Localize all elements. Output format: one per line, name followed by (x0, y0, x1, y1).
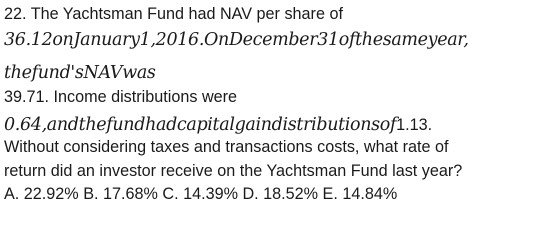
question-line-6: Without considering taxes and transactions costs, what rate of (4, 138, 449, 156)
question-line-4: 39.71. Income distributions were (4, 88, 238, 106)
question-line-5-math: 0.64,andthefundhadcapitalgaindistributionsof (4, 115, 397, 135)
question-line-5 (4, 113, 432, 137)
question-line-1: 22. The Yachtsman Fund had NAV per share of (4, 5, 343, 23)
question-line-7: return did an investor receive on the Yachtsman Fund last year? (4, 162, 463, 180)
answer-choices: A. 22.92% B. 17.68% C. 14.39% D. 18.52% E. 14.84% (4, 185, 398, 203)
question-line-2-math: 36.12onJanuary1,2016.OnDecember31ofthesameyear, (4, 30, 469, 50)
question-line-5-tail: 1.13. (396, 116, 433, 134)
question-line-3-math: thefund'sNAVwas (4, 63, 156, 83)
